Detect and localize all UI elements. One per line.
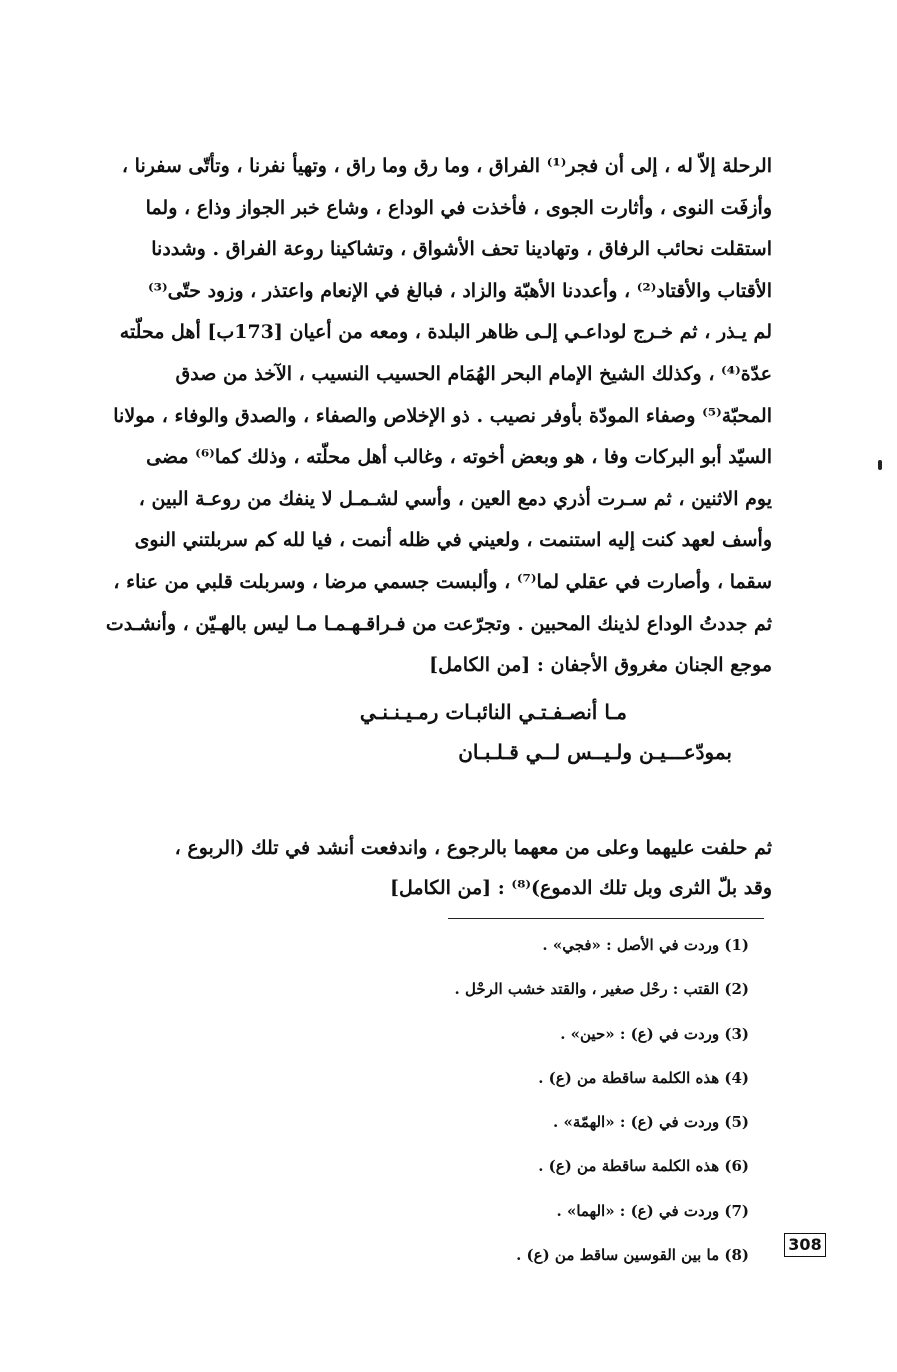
footnote: (1) وردت في الأصل : «فجي» . bbox=[542, 936, 749, 954]
text-line: استقلت نحائب الرفاق ، وتهادينا تحف الأشواق ، وتشاكينا روعة الفراق . وشددنا bbox=[151, 238, 772, 261]
text-line: لم يـذر ، ثم خـرج لوداعـي إلـى ظاهر البلدة ، ومعه من أعيان [173ب] أهل محلّته bbox=[119, 321, 772, 344]
text-line: موجع الجنان مغروق الأجفان : [من الكامل] bbox=[429, 654, 772, 677]
verse-line-1: مـا أنصـفـتـي النائبـات رمـيـنـنـي bbox=[359, 700, 627, 724]
footnote: (7) وردت في (ع) : «الهما» . bbox=[556, 1201, 749, 1220]
text-line: الرحلة إلاّ له ، إلى أن فجر⁽¹⁾ الفراق ، وما رق وما راق ، وتهيأ نفرنا ، وتأتّى سفرنا ، bbox=[121, 155, 772, 177]
text-line: سقما ، وأصارت في عقلي لما⁽⁷⁾ ، وألبست جسمي مرضا ، وسربلت قلبي من عناء ، bbox=[113, 570, 772, 593]
footnote: (4) هذه الكلمة ساقطة من (ع) . bbox=[538, 1068, 749, 1087]
text-line: الأقتاب والأقتاد⁽²⁾ ، وأعددنا الأهبّة والزاد ، فبالغ في الإنعام واعتذر ، وزود حتّى⁽³⁾ bbox=[147, 279, 772, 302]
footnotes bbox=[149, 930, 749, 1284]
text-line: ثم جددتُ الوداع لذينك المحبين . وتجرّعت من فـراقـهـمـا مـا ليس بالهـيّن ، وأنشـدت bbox=[105, 612, 772, 635]
footnote: (8) ما بين القوسين ساقط من (ع) . bbox=[516, 1246, 749, 1265]
text-line: يوم الاثنين ، ثم سـرت أذري دمع العين ، وأسي لشـمـل لا ينفك من روعـة البين ، bbox=[138, 487, 772, 510]
margin-mark bbox=[878, 460, 882, 470]
text-line: المحبّة⁽⁵⁾ وصفاء المودّة بأوفر نصيب . ذو الإخلاص والصفاء ، والصدق والوفاء ، مولانا bbox=[113, 404, 772, 427]
text-line: عدّة⁽⁴⁾ ، وكذلك الشيخ الإمام البحر الهُمَام الحسيب النسيب ، الآخذ من صدق bbox=[175, 362, 772, 385]
page-number: 308 bbox=[784, 1233, 826, 1257]
text-line: السيّد أبو البركات وفا ، هو وبعض أخوته ، وغالب أهل محلّته ، وذلك كما⁽⁶⁾ مضى bbox=[146, 446, 772, 469]
text-line: وقد بلّ الثرى وبل تلك الدموع)⁽⁸⁾ : [من الكامل] bbox=[390, 877, 772, 899]
footnote: (6) هذه الكلمة ساقطة من (ع) . bbox=[538, 1157, 749, 1176]
footnote: (5) وردت في (ع) : «الهمّة» . bbox=[553, 1113, 749, 1132]
text-line: وأسف لعهد كنت إليه استنمت ، ولعيني في ظله أنمت ، فيا لله كم سربلتني النوى bbox=[134, 529, 772, 552]
footnote: (3) وردت في (ع) : «حين» . bbox=[560, 1024, 749, 1043]
continuation-text bbox=[40, 828, 772, 908]
footnote-divider bbox=[448, 918, 764, 919]
main-text bbox=[40, 146, 772, 687]
verse-line-2: بمودّعـــيـن ولـيــس لــي قـلـبـان bbox=[458, 740, 732, 764]
text-line: ثم حلفت عليهما وعلى من معهما بالرجوع ، واندفعت أنشد في تلك (الربوع ، bbox=[174, 837, 772, 859]
footnote: (2) القتب : رحْل صغير ، والقتد خشب الرحْل . bbox=[454, 980, 749, 999]
text-line: وأزفَت النوى ، وأثارت الجوى ، فأخذت في الوداع ، وشاع خبر الجواز وذاع ، ولما bbox=[145, 196, 772, 219]
